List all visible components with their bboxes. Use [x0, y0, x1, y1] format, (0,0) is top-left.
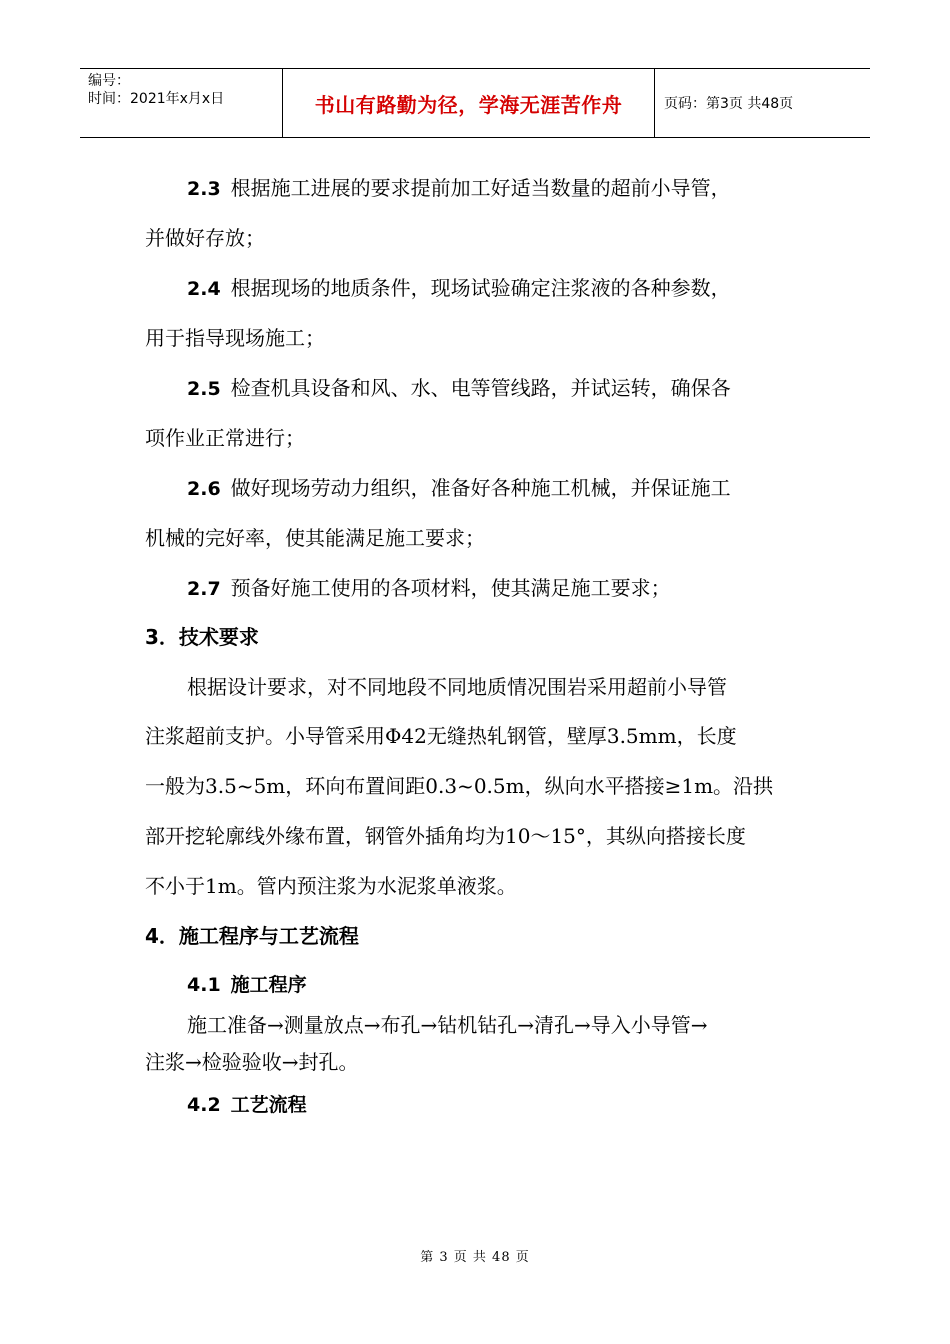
item-2-5-line2: 项作业正常进行；	[145, 426, 305, 450]
section-3-line3: 一般为3.5~5m，环向布置间距0.3~0.5m，纵向水平搭接≥1m。沿拱	[145, 774, 774, 798]
item-2-3-text: 根据施工进展的要求提前加工好适当数量的超前小导管，	[230, 176, 731, 200]
section-3-line4: 部开挖轮廓线外缘布置，钢管外插角均为10～15°，其纵向搭接长度	[145, 824, 746, 848]
page-footer: 第 3 页 共 48 页	[420, 1250, 530, 1265]
page-header	[80, 68, 870, 138]
item-2-6-line1	[187, 472, 731, 501]
item-2-4-line1	[187, 272, 731, 301]
item-2-3-number: 2.3	[187, 178, 221, 200]
item-2-6-text: 做好现场劳动力组织，准备好各种施工机械，并保证施工	[230, 476, 731, 500]
flow-line2: 注浆→检验验收→封孔。	[145, 1050, 359, 1074]
section-4-heading: 4．施工程序与工艺流程	[145, 924, 359, 948]
item-2-3-line2: 并做好存放；	[145, 226, 265, 250]
subsection-4-1-heading	[187, 970, 307, 997]
item-2-5-text: 检查机具设备和风、水、电等管线路，并试运转，确保各	[230, 376, 731, 400]
section-3-line5: 不小于1m。管内预注浆为水泥浆单液浆。	[145, 874, 517, 898]
item-2-7-text: 预备好施工使用的各项材料，使其满足施工要求；	[230, 576, 671, 600]
item-2-7-line1	[187, 572, 671, 601]
header-motto: 书山有路勤为径，学海无涯苦作舟	[283, 69, 655, 137]
section-3-line2: 注浆超前支护。小导管采用Φ42无缝热轧钢管，壁厚3.5mm，长度	[145, 724, 737, 748]
section-3-heading: 3．技术要求	[145, 625, 259, 649]
header-left-cell	[80, 69, 283, 137]
date-label: 时间：2021年x月x日	[88, 91, 225, 107]
item-2-3-line1	[187, 172, 731, 201]
subsection-4-2-title: 工艺流程	[230, 1094, 307, 1116]
item-2-6-number: 2.6	[187, 478, 221, 500]
item-2-4-line2: 用于指导现场施工；	[145, 326, 325, 350]
item-2-4-text: 根据现场的地质条件，现场试验确定注浆液的各种参数，	[230, 276, 731, 300]
item-2-6-line2: 机械的完好率，使其能满足施工要求；	[145, 526, 485, 550]
subsection-4-1-number: 4.1	[187, 974, 221, 996]
subsection-4-1-title: 施工程序	[230, 974, 307, 996]
item-2-7-number: 2.7	[187, 578, 221, 600]
number-label: 编号：	[88, 73, 130, 89]
item-2-5-number: 2.5	[187, 378, 221, 400]
section-3-line1: 根据设计要求，对不同地段不同地质情况围岩采用超前小导管	[187, 675, 727, 699]
subsection-4-2-number: 4.2	[187, 1094, 221, 1116]
flow-line1: 施工准备→测量放点→布孔→钻机钻孔→清孔→导入小导管→	[187, 1013, 708, 1037]
header-page-info: 页码：第3页 共48页	[664, 96, 794, 112]
item-2-4-number: 2.4	[187, 278, 221, 300]
item-2-5-line1	[187, 372, 731, 401]
subsection-4-2-heading	[187, 1090, 307, 1117]
